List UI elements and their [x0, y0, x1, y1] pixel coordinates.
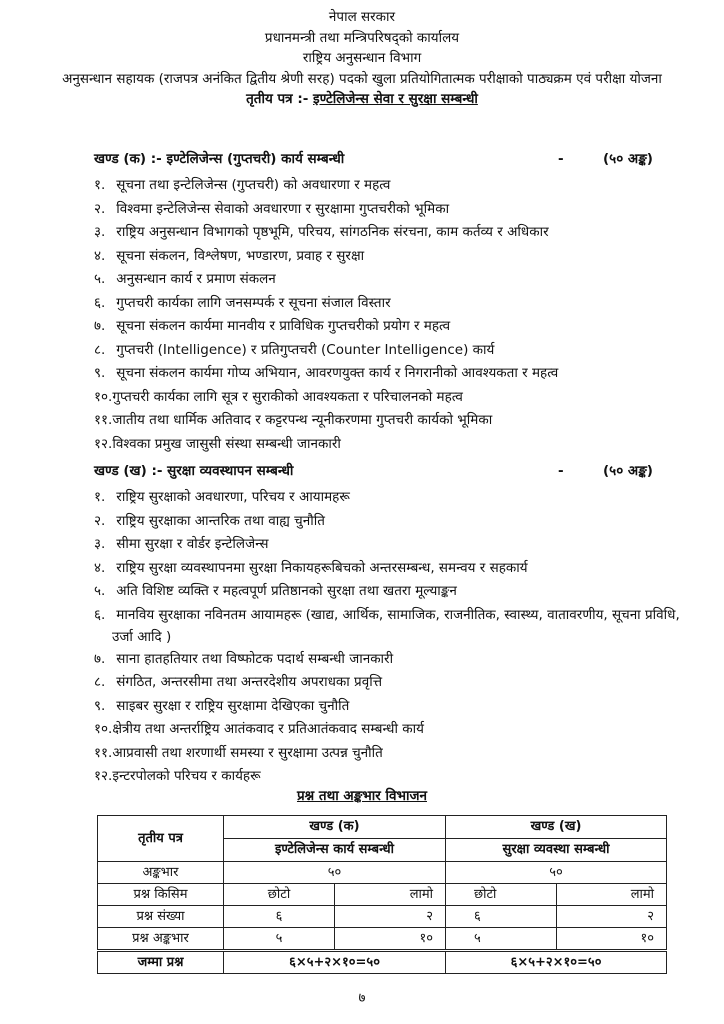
- table-row: प्रश्न किसिम छोटो लामो छोटो लामो: [98, 884, 667, 906]
- list-item: ७. सूचना संकलन कार्यमा मानवीय र प्राविधिक गुप्तचरीको प्रयोग र महत्व: [94, 318, 451, 334]
- list-item: ५. अति विशिष्ट व्यक्ति र महत्वपूर्ण प्रतिष्ठानको सुरक्षा तथा खतरा मूल्याङ्कन: [94, 583, 457, 599]
- paper-title: इण्टेलिजेन्स सेवा र सुरक्षा सम्बन्धी: [313, 91, 478, 107]
- list-item: १२.इन्टरपोलको परिचय र कार्यहरू: [94, 768, 261, 784]
- list-item: १. सूचना तथा इन्टेलिजेन्स (गुप्तचरी) को अवधारणा र महत्व: [94, 177, 391, 193]
- table-total-row: जम्मा प्रश्न ६×५+२×१०=५० ६×५+२×१०=५०: [98, 951, 667, 974]
- table-row: प्रश्न संख्या ६ २ ६ २: [98, 906, 667, 928]
- list-item: ३. राष्ट्रिय अनुसन्धान विभागको पृष्ठभूमि, परिचय, सांगठनिक संरचना, काम कर्तव्य र अधिकार: [94, 224, 549, 240]
- govt-name: नेपाल सरकार: [328, 9, 396, 25]
- list-item: २. राष्ट्रिय सुरक्षाका आन्तरिक तथा वाह्य चुनौति: [94, 512, 325, 529]
- list-item: ६. गुप्तचरी कार्यका लागि जनसम्पर्क र सूचना संजाल विस्तार: [94, 294, 391, 311]
- section-a-title: खण्ड (क) :- इण्टेलिजेन्स (गुप्तचरी) कार्य सम्बन्धी: [94, 151, 345, 167]
- col-b-heading-2: सुरक्षा व्यवस्था सम्बन्धी: [446, 839, 667, 862]
- list-item: ९. सूचना संकलन कार्यमा गोप्य अभियान, आवरणयुक्त कार्य र निगरानीको आवश्यकता र महत्व: [94, 365, 559, 381]
- col-a-heading-1: खण्ड (क): [224, 816, 446, 839]
- allocation-title: प्रश्न तथा अङ्कभार विभाजन: [296, 788, 427, 804]
- section-b-marks: (५० अङ्क): [603, 463, 653, 479]
- col-b-heading-1: खण्ड (ख): [446, 816, 667, 839]
- section-b-title: खण्ड (ख) :- सुरक्षा व्यवस्थापन सम्बन्धी: [94, 463, 294, 479]
- list-item: ४. सूचना संकलन, विश्लेषण, भण्डारण, प्रवाह र सुरक्षा: [94, 247, 365, 264]
- list-item: ६. मानविय सुरक्षाका नविनतम आयामहरू (खाद्य, आर्थिक, सामाजिक, राजनीतिक, स्वास्थ्य, वातावरणीय, सूचना प्रविधि, उर्जा आदि ): [94, 606, 680, 645]
- list-item: ४. राष्ट्रिय सुरक्षा व्यवस्थापनमा सुरक्षा निकायहरूबिचको अन्तरसम्बन्ध, समन्वय र सहकार्य: [94, 559, 528, 576]
- table-row: प्रश्न अङ्कभार ५ १० ५ १०: [98, 928, 667, 951]
- list-item: २. विश्वमा इन्टेलिजेन्स सेवाको अवधारणा र सुरक्षामा गुप्तचरीको भूमिका: [94, 200, 450, 217]
- list-item: १०.गुप्तचरी कार्यका लागि सूत्र र सुराकीको आवश्यकता र परिचालनको महत्व: [94, 388, 463, 405]
- list-item: ५. अनुसन्धान कार्य र प्रमाण संकलन: [94, 271, 276, 287]
- table-header-row: [98, 816, 667, 839]
- list-item: ८. संगठित, अन्तरसीमा तथा अन्तरदेशीय अपराधका प्रवृत्ति: [94, 674, 383, 690]
- section-b-dash: -: [558, 463, 564, 479]
- list-item: ७. साना हातहतियार तथा विष्फोटक पदार्थ सम्बन्धी जानकारी: [94, 650, 394, 667]
- col-a-heading-2: इण्टेलिजेन्स कार्य सम्बन्धी: [224, 839, 446, 862]
- list-item: १२.विश्वका प्रमुख जासुसी संस्था सम्बन्धी जानकारी: [94, 435, 341, 452]
- paper-heading: [0, 89, 724, 110]
- section-a-marks: (५० अङ्क): [603, 151, 653, 167]
- section-a-dash: -: [558, 151, 564, 167]
- paper-prefix: तृतीय पत्र :-: [246, 91, 309, 107]
- list-item: ११.आप्रवासी तथा शरणार्थी समस्या र सुरक्षामा उत्पन्न चुनौति: [94, 744, 383, 761]
- list-item: ९. साइबर सुरक्षा र राष्ट्रिय सुरक्षामा देखिएका चुनौति: [94, 697, 350, 714]
- section-a-list: [94, 174, 694, 456]
- list-item: ११.जातीय तथा धार्मिक अतिवाद र कट्टरपन्थ न्यूनीकरणमा गुप्तचरी कार्यको भूमिका: [94, 412, 493, 428]
- document-header: [0, 0, 724, 110]
- syllabus-title: अनुसन्धान सहायक (राजपत्र अनंकित द्वितीय श्रेणी सरह) पदको खुला प्रतियोगितात्मक परीक्षाको पाठ्यक्रम एवं परीक्षा योजना: [62, 70, 662, 87]
- department-name: राष्ट्रिय अनुसन्धान विभाग: [302, 50, 422, 66]
- allocation-table: [97, 815, 667, 974]
- list-item: १. राष्ट्रिय सुरक्षाको अवधारणा, परिचय र आयामहरू: [94, 489, 350, 505]
- page-number: ७: [358, 990, 366, 1006]
- list-item: ३. सीमा सुरक्षा र वोर्डर इन्टेलिजेन्स: [94, 536, 269, 552]
- table-row: अङ्कभार ५० ५०: [98, 862, 667, 884]
- list-item: ८. गुप्तचरी (Intelligence) र प्रतिगुप्तचरी (Counter Intelligence) कार्य: [94, 341, 495, 358]
- table-corner: तृतीय पत्र: [98, 816, 224, 862]
- section-b-list: [94, 486, 694, 789]
- list-item: १०.क्षेत्रीय तथा अन्तर्राष्ट्रिय आतंकवाद र प्रतिआतंकवाद सम्बन्धी कार्य: [94, 721, 424, 737]
- office-name: प्रधानमन्त्री तथा मन्त्रिपरिषद्को कार्यालय: [264, 29, 460, 46]
